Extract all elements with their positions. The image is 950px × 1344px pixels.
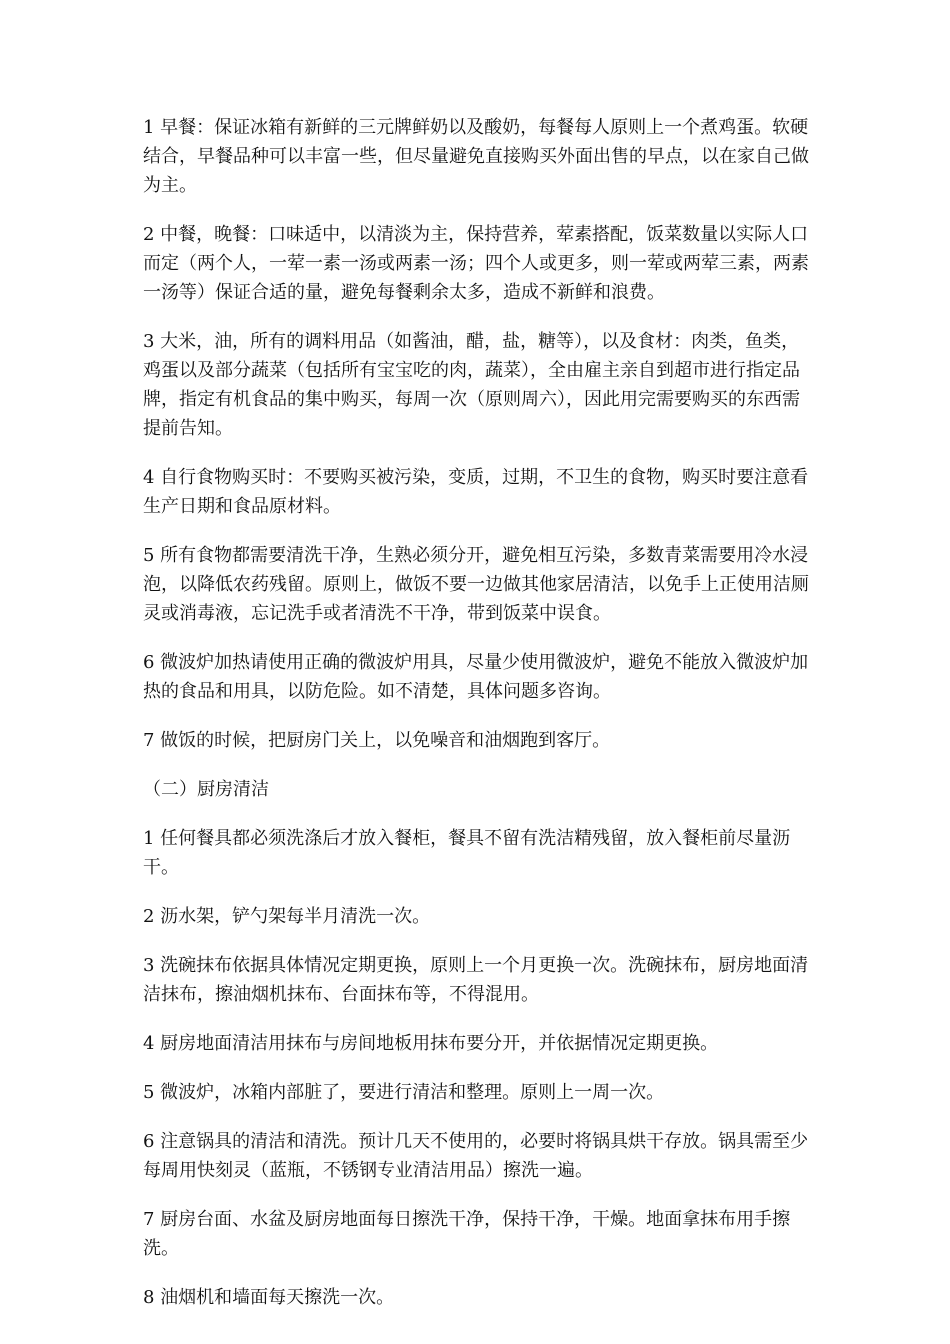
paragraph-self-purchase: 4 自行食物购买时：不要购买被污染，变质，过期，不卫生的食物，购买时要注意看生产日期和食品原材料。 <box>143 467 809 517</box>
paragraph-kitchen-door: 7 做饭的时候，把厨房门关上，以免噪音和油烟跑到客厅。 <box>143 730 611 751</box>
document-body <box>143 113 813 1332</box>
paragraph-microwave-use: 6 微波炉加热请使用正确的微波炉用具，尽量少使用微波炉，避免不能放入微波炉加热的食品和用具，以防危险。如不清楚，具体问题多咨询。 <box>143 652 809 702</box>
paragraph-lunch-dinner: 2 中餐，晚餐：口味适中，以清淡为主，保持营养，荤素搭配，饭菜数量以实际人口而定（两个人，一荤一素一汤或两素一汤；四个人或更多，则一荤或两荤三素，两素一汤等）保证合适的量，避免每餐剩余太多，造成不新鲜和浪费。 <box>143 224 809 303</box>
paragraph-floor-cloths: 4 厨房地面清洁用抹布与房间地板用抹布要分开，并依据情况定期更换。 <box>143 1033 719 1054</box>
paragraph-countertop: 7 厨房台面、水盆及厨房地面每日擦洗干净，保持干净，干燥。地面拿抹布用手擦洗。 <box>143 1209 791 1259</box>
paragraph-food-washing: 5 所有食物都需要清洗干净，生熟必须分开，避免相互污染，多数青菜需要用冷水浸泡，以降低农药残留。原则上，做饭不要一边做其他家居清洁，以免手上正使用洁厕灵或消毒液，忘记洗手或者清洗不干净，带到饭菜中误食。 <box>143 545 809 624</box>
paragraph-dishcloths: 3 洗碗抹布依据具体情况定期更换，原则上一个月更换一次。洗碗抹布，厨房地面清洁抹布，擦油烟机抹布、台面抹布等，不得混用。 <box>143 955 809 1005</box>
section-heading-kitchen-cleaning: （二）厨房清洁 <box>143 779 269 800</box>
paragraph-tableware: 1 任何餐具都必须洗涤后才放入餐柜，餐具不留有洗洁精残留，放入餐柜前尽量沥干。 <box>143 828 791 878</box>
paragraph-microwave-fridge: 5 微波炉，冰箱内部脏了，要进行清洁和整理。原则上一周一次。 <box>143 1082 665 1103</box>
paragraph-groceries: 3 大米，油，所有的调料用品（如酱油，醋，盐，糖等），以及食材：肉类，鱼类，鸡蛋以及部分蔬菜（包括所有宝宝吃的肉，蔬菜），全由雇主亲自到超市进行指定品牌，指定有机食品的集中购买，每周一次（原则周六），因此用完需要购买的东西需提前告知。 <box>143 331 800 439</box>
paragraph-breakfast: 1 早餐：保证冰箱有新鲜的三元牌鲜奶以及酸奶，每餐每人原则上一个煮鸡蛋。软硬结合，早餐品种可以丰富一些，但尽量避免直接购买外面出售的早点，以在家自己做为主。 <box>143 117 809 196</box>
paragraph-cookware: 6 注意锅具的清洁和清洗。预计几天不使用的，必要时将锅具烘干存放。锅具需至少每周用快刻灵（蓝瓶，不锈钢专业清洁用品）擦洗一遍。 <box>143 1131 809 1181</box>
paragraph-range-hood: 8 油烟机和墙面每天擦洗一次。 <box>143 1287 395 1308</box>
paragraph-racks: 2 沥水架，铲勺架每半月清洗一次。 <box>143 906 431 927</box>
